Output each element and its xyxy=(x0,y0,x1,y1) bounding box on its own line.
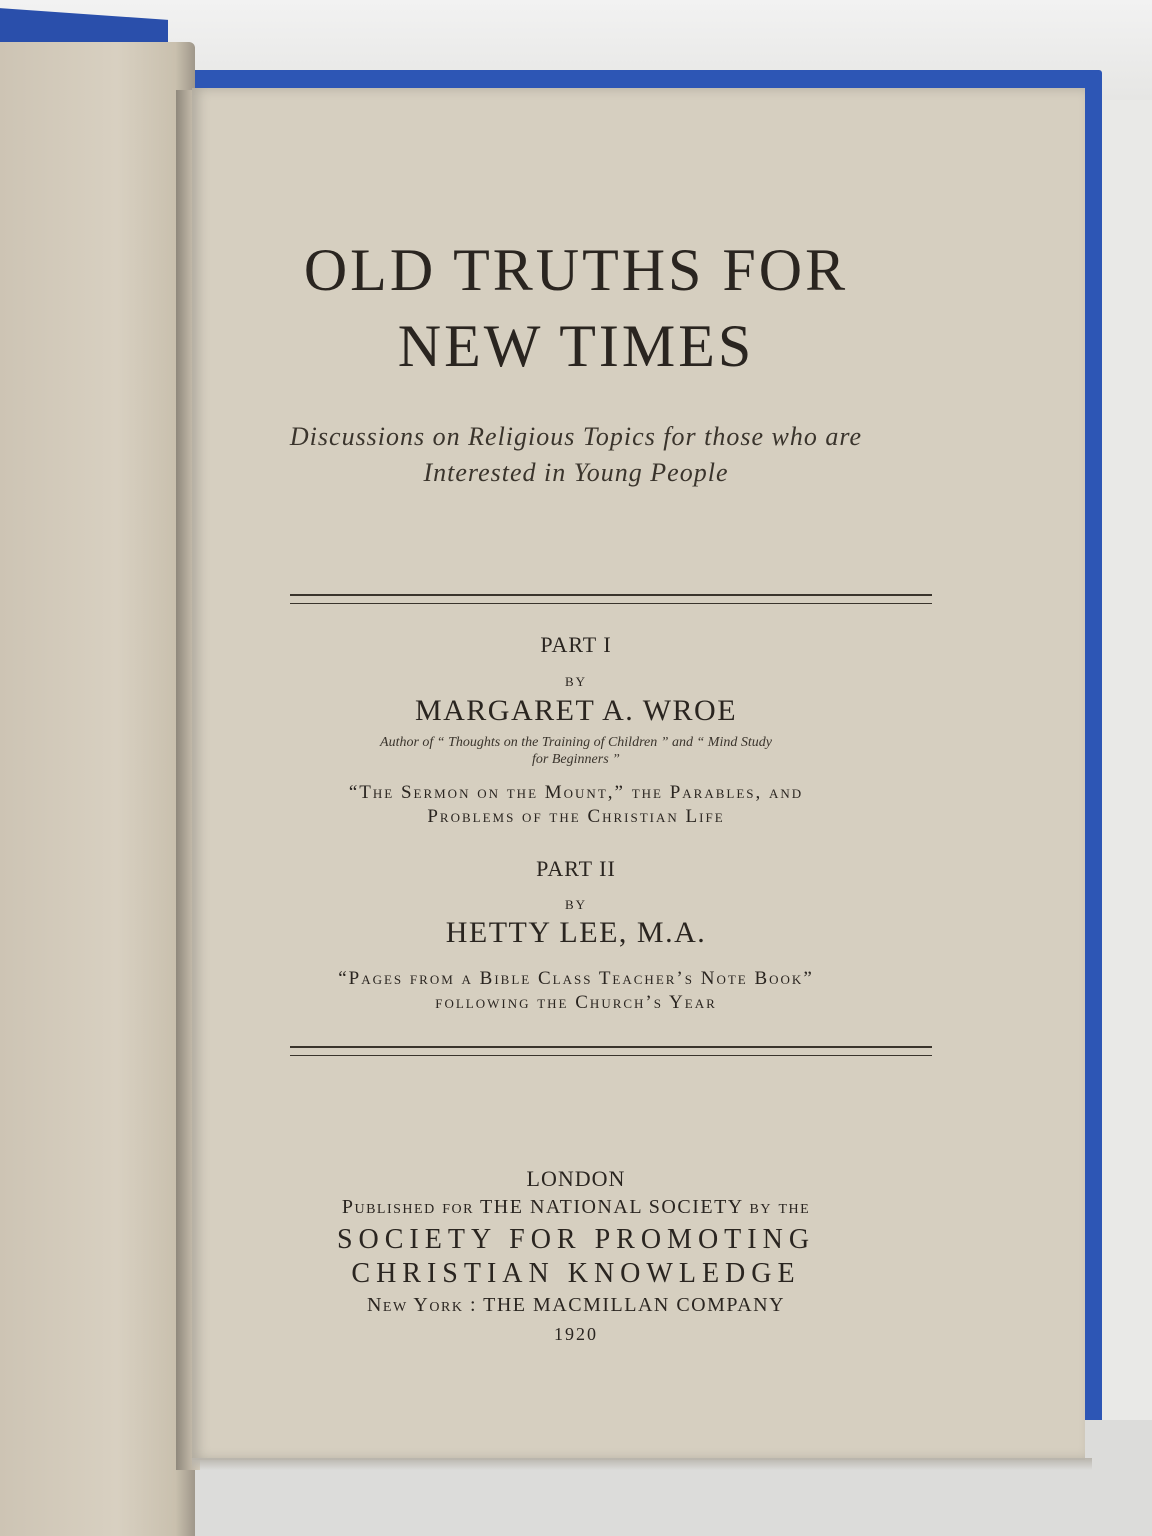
imprint-city: LONDON xyxy=(526,1166,626,1191)
part-1-by: BY xyxy=(564,674,588,689)
imprint-published-for: Published for THE NATIONAL SOCIETY by the xyxy=(341,1196,811,1218)
book-title-line-2: NEW TIMES xyxy=(397,313,755,379)
part-2-by: BY xyxy=(564,897,588,912)
part-1-topics-line-2: Problems of the Christian Life xyxy=(427,806,725,827)
subtitle-line-2: Interested in Young People xyxy=(423,458,729,487)
part-1-author: MARGARET A. WROE xyxy=(414,694,738,727)
double-rule-bottom xyxy=(290,1046,932,1056)
part-1-credit-line-1: Author of “ Thoughts on the Training of Children ” and “ Mind Study xyxy=(380,735,772,750)
part-1-credit-line-2: for Beginners ” xyxy=(532,752,620,767)
imprint-society-line-1: SOCIETY FOR PROMOTING xyxy=(336,1224,816,1255)
part-2-topics-line-2: following the Church’s Year xyxy=(435,992,717,1013)
part-2-author: HETTY LEE, M.A. xyxy=(445,916,707,949)
page-shadow xyxy=(192,1458,1092,1470)
imprint-society-line-2: CHRISTIAN KNOWLEDGE xyxy=(351,1258,801,1289)
double-rule-top xyxy=(290,594,932,604)
part-1-topics-line-1: “The Sermon on the Mount,” the Parables, and xyxy=(348,782,804,803)
part-2-topics-line-1: “Pages from a Bible Class Teacher’s Note Book” xyxy=(338,968,814,989)
imprint-new-york: New York : THE MACMILLAN COMPANY xyxy=(366,1294,786,1316)
subtitle-line-1: Discussions on Religious Topics for those who are xyxy=(289,422,863,451)
imprint-year: 1920 xyxy=(554,1324,598,1344)
book-title-line-1: OLD TRUTHS FOR xyxy=(303,237,849,303)
part-1-label: PART I xyxy=(540,632,612,657)
part-2-label: PART II xyxy=(536,856,616,881)
